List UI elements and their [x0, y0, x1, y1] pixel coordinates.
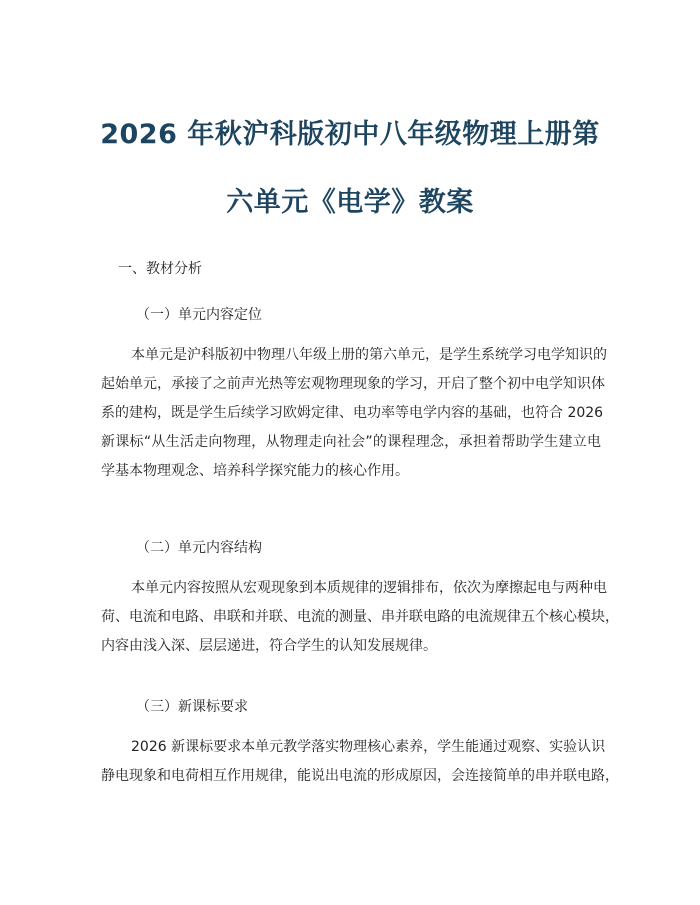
paragraph-line: 本单元内容按照从宏观现象到本质规律的逻辑排布，依次为摩擦起电与两种电 — [131, 580, 607, 596]
paragraph-line: 学基本物理观念、培养科学探究能力的核心作用。 — [101, 463, 409, 479]
paragraph-line: 2026 新课标要求本单元教学落实物理核心素养，学生能通过观察、实验认识 — [131, 739, 606, 755]
paragraph-unit-positioning — [101, 341, 607, 486]
section-heading-teaching-analysis: 一、教材分析 — [118, 261, 202, 277]
paragraph-line: 内容由浅入深、层层递进，符合学生的认知发展规律。 — [101, 638, 437, 654]
paragraph-line: 起始单元，承接了之前声光热等宏观物理现象的学习，开启了整个初中电学知识体 — [101, 376, 605, 392]
subsection-heading-curriculum-requirements: （三）新课标要求 — [136, 699, 248, 715]
paragraph-line: 新课标“从生活走向物理，从物理走向社会”的课程理念，承担着帮助学生建立电 — [101, 434, 601, 450]
paragraph-unit-structure — [101, 574, 619, 661]
document-title-line-1: 2026 年秋沪科版初中八年级物理上册第 — [100, 119, 600, 150]
document-title-line-2: 六单元《电学》教案 — [226, 187, 474, 218]
paragraph-line: 荷、电流和电路、串联和并联、电流的测量、串并联电路的电流规律五个核心模块， — [101, 609, 619, 625]
paragraph-line: 系的建构，既是学生后续学习欧姆定律、电功率等电学内容的基础，也符合 2026 — [101, 405, 604, 421]
subsection-heading-unit-structure: （二）单元内容结构 — [136, 540, 262, 556]
paragraph-line: 本单元是沪科版初中物理八年级上册的第六单元，是学生系统学习电学知识的 — [131, 347, 607, 363]
paragraph-curriculum-requirements — [101, 733, 619, 791]
paragraph-line: 静电现象和电荷相互作用规律，能说出电流的形成原因，会连接简单的串并联电路， — [101, 768, 619, 784]
subsection-heading-unit-positioning: （一）单元内容定位 — [136, 307, 262, 323]
